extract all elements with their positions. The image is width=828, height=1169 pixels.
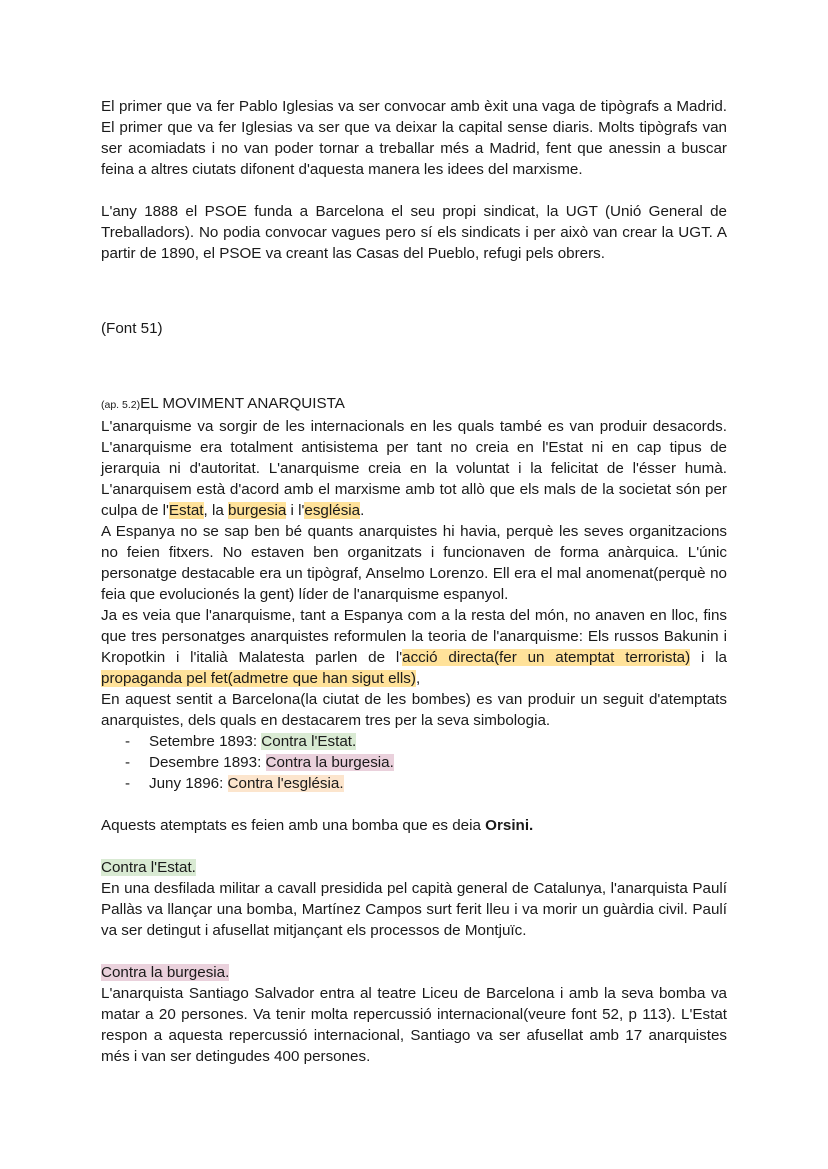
paragraph-end: ,: [415, 670, 421, 687]
highlight-burgesia: burgesia: [228, 502, 287, 519]
separator-text: i l': [286, 502, 305, 519]
paragraph-anarchism-spain: A Espanya no se sap ben bé quants anarquistes hi havia, perquè les seves organitzacions no feien fitxers. No estaven ben organitzats i funcionaven de forma anàrquica. L'únic personatge destacable era un tipògraf, Anselmo Lorenzo. Ell era el mal anomenat(perquè no feia que evolucionés la gent) líder de l'anarquisme espanyol.: [101, 523, 727, 603]
attack-target: Contra la burgesia.: [265, 754, 394, 771]
bullet-dash: -: [125, 754, 131, 771]
highlight-estat: Estat: [168, 502, 204, 519]
subheading-text: Contra la burgesia.: [101, 964, 230, 981]
list-item: [101, 773, 727, 794]
paragraph-iglesias-strike: El primer que va fer Pablo Iglesias va ser convocar amb èxit una vaga de tipògrafs a Madrid. El primer que va fer Iglesias va ser que va deixar la capital sense diaris. Molts tipògrafs van ser acomiadats i no van poder tornar a treballar més a Madrid, fent que anessin a buscar feina a altres ciutats difonent d'aquesta manera les idees del marxisme.: [101, 98, 727, 178]
subheading-estat: [101, 857, 727, 878]
paragraph-estat-attack: En una desfilada militar a cavall presidida pel capità general de Catalunya, l'anarquista Paulí Pallàs va llançar una bomba, Martínez Campos surt ferit lleu i va morir un guàrdia civil. Paulí va ser detingut i afusellat mitjançant els processos de Montjuïc.: [101, 880, 727, 939]
attack-target: Contra l'església.: [227, 775, 344, 792]
attack-date: Desembre 1893:: [149, 754, 266, 771]
paragraph-orsini: [101, 815, 727, 836]
font-reference: (Font 51): [101, 320, 163, 337]
attack-date: Setembre 1893:: [149, 733, 262, 750]
bullet-dash: -: [125, 733, 131, 750]
list-item: [101, 752, 727, 773]
paragraph-ugt: L'any 1888 el PSOE funda a Barcelona el seu propi sindicat, la UGT (Unió General de Treballadors). No podia convocar vagues pero sí els sindicats i per això van crear la UGT. A partir de 1890, el PSOE va creant las Casas del Pueblo, refugi pels obrers.: [101, 203, 727, 262]
section-title: EL MOVIMENT ANARQUISTA: [140, 395, 345, 412]
subheading-text: Contra l'Estat.: [101, 859, 196, 876]
paragraph-burgesia-attack: L'anarquista Santiago Salvador entra al teatre Liceu de Barcelona i amb la seva bomba va matar a 20 persones. Va tenir molta repercussió internacional(veure font 52, p 113). L'Estat respon a aquesta repercussió internacional, Santiago va ser afusellat amb 17 anarquistes més i van ser detingudes 400 persones.: [101, 985, 727, 1065]
paragraph-end: .: [360, 502, 365, 519]
section-heading: [101, 393, 727, 416]
paragraph-barcelona-bombs: En aquest sentit a Barcelona(la ciutat de les bombes) es van produir un seguit d'atemptats anarquistes, dels quals en destacarem tres per la seva simbologia.: [101, 691, 727, 729]
separator-text: , la: [203, 502, 229, 519]
bullet-dash: -: [125, 775, 131, 792]
highlight-propaganda: propaganda pel fet(admetre que han sigut ells): [101, 670, 416, 687]
attack-date: Juny 1896:: [149, 775, 228, 792]
bomb-name: Orsini.: [485, 817, 534, 834]
highlight-esglesia: església: [304, 502, 361, 519]
highlight-accio-directa: acció directa(fer un atemptat terrorista): [402, 649, 691, 666]
section-number: (ap. 5.2): [101, 399, 141, 411]
paragraph-text: Ja es veia que l'anarquisme, tant a Espanya com a la resta del món, no anaven en lloc, fins que tres personatges anarquistes reformulen la teoria de l'anarquisme: Els russos Bakunin i Kropotkin i l'italià Malatesta parlen de l': [101, 607, 727, 666]
paragraph-reformulation: [101, 605, 727, 689]
attack-list: [101, 731, 727, 794]
subheading-burgesia: [101, 962, 727, 983]
list-item: [101, 731, 727, 752]
attack-target: Contra l'Estat.: [261, 733, 357, 750]
paragraph-text: L'anarquisme va sorgir de les internacionals en les quals també es van produir desacords. L'anarquisme era totalment antisistema per tant no creia en l'Estat ni en cap tipus de jerarquia ni d'autoritat. L'anarquisme creia en la voluntat i la felicitat de l'ésser humà. L'anarquisem està d'acord amb el marxisme amb tot allò que els mals de la societat són per culpa de l': [101, 418, 727, 519]
paragraph-text: Aquests atemptats es feien amb una bomba que es deia: [101, 817, 486, 834]
separator-text: i la: [690, 649, 727, 666]
paragraph-anarchism-origin: [101, 416, 727, 521]
document-page: [101, 96, 727, 1067]
